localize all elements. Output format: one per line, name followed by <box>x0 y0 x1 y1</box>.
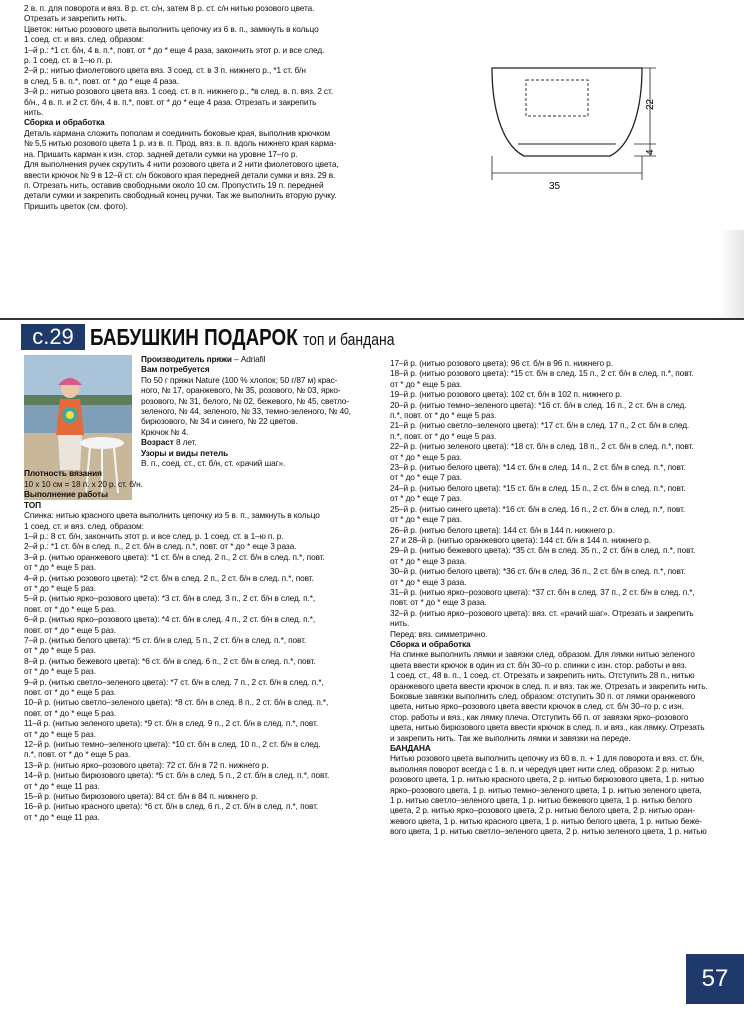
left-text-line: В. п., соед. ст., ст. б/н, ст. «рачий шаг». <box>141 458 286 469</box>
right-text-line: 22–й р. (нитью зеленого цвета): *18 ст. б/н в след. 18 п., 2 ст. б/н в след. п.*, повт. <box>390 441 694 452</box>
top-text-line: детали сумки и закрепить свободный конец ручки. Так же выполнить вторую ручку. <box>24 190 337 201</box>
left-text-line: 15–й р. (нитью бирюзового цвета): 84 ст. б/н в 84 п. нижнего р. <box>24 791 258 802</box>
page-number: 57 <box>686 954 744 1004</box>
right-text-line: Сборка и обработка <box>390 638 471 649</box>
top-text-line: Для выполнения ручек скрутить 4 нити розового цвета и 2 нити фиолетового цвета, <box>24 159 339 170</box>
left-text-line: 14–й р. (нитью бирюзового цвета): *5 ст. б/н в след. 5 п., 2 ст. б/н в след. п.*, повт. <box>24 770 330 781</box>
right-text-line: 24–й р. (нитью белого цвета): *15 ст. б/н в след. 15 п., 2 ст. б/н в след. п.*, повт. <box>390 482 686 493</box>
left-text-line: от * до * еще 5 раз. <box>24 582 96 593</box>
top-text-line: 2 в. п. для поворота и вяз. 8 р. ст. с/н, затем 8 р. ст. с/н нитью розового цвета. <box>24 3 315 13</box>
right-text-line: 23–й р. (нитью белого цвета): *14 ст. б/н в след. 14 п., 2 ст. б/н в след. п.*, повт. <box>390 462 686 473</box>
left-text-line: повт. от * до * еще 5 раз. <box>24 603 117 614</box>
dim-bottom-label: 4 <box>645 149 656 155</box>
left-text-line: Узоры и виды петель <box>141 447 229 458</box>
right-text-line: 1 соед. ст., 48 в. п., 1 соед. ст. Отрезать и закрепить нить. Отступить 28 п., нитью <box>390 670 695 681</box>
top-text-line: Деталь кармана сложить пополам и соединить боковые края, выполнив крючком <box>24 127 331 138</box>
top-text-line: 1 соед. ст. и вяз. след. образом: <box>24 34 144 45</box>
top-text-line: в след. 5 в. п.*, повт. от * до * еще 4 раза. <box>24 75 179 86</box>
right-text-line: 30–й р. (нитью белого цвета): *36 ст. б/н в след. 36 п., 2 ст. б/н в след. п.*, повт. <box>390 566 686 577</box>
left-text-line: По 50 г пряжи Nature (100 % хлопок; 50 г/87 м) крас- <box>141 374 338 385</box>
right-text-line: розового цвета, 1 р. нитью красного цвета, 2 р. нитью бирюзового цвета, 1 р. нитью <box>390 774 704 785</box>
right-text-line: жевого цвета, 1 р. нитью красного цвета, 1 р. нитью белого цвета, 1 р. нитью беже- <box>390 815 703 826</box>
right-text-line: п.*, повт. от * до * еще 5 раз. <box>390 410 497 421</box>
left-text-line: 10–й р. (нитью светло–зеленого цвета): *8 ст. б/н в след. 8 п., 2 ст. б/н в след. п.*, <box>24 697 329 708</box>
left-column-text <box>24 354 384 822</box>
title-subtitle: топ и бандана <box>302 330 395 349</box>
left-text-line: розового, № 31, белого, № 02, бежевого, № 45, светло- <box>141 395 349 406</box>
left-text-line: 13–й р. (нитью ярко–розового цвета): 72 ст. б/н в 72 п. нижнего р. <box>24 759 269 770</box>
top-text-line: на. Пришить карман к изн. стор. задней детали сумки на уровне 17–го р. <box>24 148 298 159</box>
left-text-line: Выполнение работы <box>24 489 108 500</box>
left-text-line: от * до * еще 5 раз. <box>24 666 96 677</box>
left-text-line: от * до * еще 11 раз. <box>24 780 100 791</box>
left-text-line: 4–й р. (нитью розового цвета): *2 ст. б/н в след. 2 п., 2 ст. б/н в след. п.*, повт. <box>24 572 314 583</box>
left-text-line: от * до * еще 5 раз. <box>24 645 96 656</box>
right-text-line: Нитью розового цвета выполнить цепочку из 60 в. п. + 1 для поворота и вяз. ст. б/н, <box>390 753 705 764</box>
left-text-line: 1 соед. ст. и вяз. след. образом: <box>24 520 144 531</box>
right-text-line: цвета, 2 р. нитью ярко–розового цвета, 2 р. нитью белого цвета, 2 р. нитью оран- <box>390 805 695 816</box>
right-text-line: цвета ввести крючок в один из ст. б/н 30–го р. спинки с изн. стор. работы и вяз. <box>390 659 687 670</box>
left-text-line: 8–й р. (нитью бежевого цвета): *6 ст. б/н в след. 6 п., 2 ст. б/н в след. п.*, повт. <box>24 655 316 666</box>
left-text-line: повт. от * до * еще 5 раз. <box>24 707 117 718</box>
top-text-line: б/н., 4 в. п. и 2 ст. б/н, 4 в. п.*, повт. от * до * еще 4 раза. Отрезать и закрепить <box>24 96 317 107</box>
left-text-line: Плотность вязания <box>24 468 102 479</box>
right-text-line: 20–й р. (нитью темно–зеленого цвета): *16 ст. б/н в след. 16 п., 2 ст. б/н в след. <box>390 399 687 410</box>
right-text-line: 25–й р. (нитью синего цвета): *16 ст. б/н в след. 16 п., 2 ст. б/н в след. п.*, повт. <box>390 503 686 514</box>
left-text-line: 11–й р. (нитью зеленого цвета): *9 ст. б/н в след. 9 п., 2 ст. б/н в след. п.*, повт. <box>24 718 318 729</box>
dim-height-label: 22 <box>645 98 656 110</box>
top-text-line: нить. <box>24 107 44 118</box>
right-text-line: Боковые завязки выполнить след. образом: отступить 30 п. от лямки оранжевого <box>390 691 696 701</box>
top-text-line: 2–й р.: нитью фиолетового цвета вяз. 3 соед. ст. в 3 п. нижнего р., *1 ст. б/н <box>24 65 306 76</box>
top-text-line: 3–й р.: нитью розового цвета вяз. 1 соед. ст. в п. нижнего р., *в след. в. п. вяз. 2 ст. <box>24 86 333 97</box>
left-text-line: 2–й р.: *1 ст. б/н в след. п., 2 ст. б/н в след. п.*, повт. от * до * еще 3 раза. <box>24 541 297 552</box>
top-text-line: Отрезать и закрепить нить. <box>24 13 127 24</box>
left-text-line: 1–й р.: 8 ст. б/н, закончить этот р. и все след. р. 1 соед. ст. в 1–ю п. р. <box>24 530 284 541</box>
left-text-line: Возраст 8 лет. <box>141 437 197 448</box>
right-text-line: от * до * еще 3 раза. <box>390 555 467 566</box>
right-text-line: п.*, повт. от * до * еще 5 раз. <box>390 430 497 441</box>
left-text-line: 12–й р. (нитью темно–зеленого цвета): *10 ст. б/н в след. 10 п., 2 ст. б/н в след. <box>24 739 321 750</box>
left-text-line: повт. от * до * еще 5 раз. <box>24 687 117 697</box>
right-text-line: от * до * еще 7 раз. <box>390 472 462 483</box>
right-text-line: и закрепить нить. Так же выполнить лямки и завязки на переде. <box>390 732 631 743</box>
right-text-line: от * до * еще 7 раз. <box>390 514 462 525</box>
bag-outline <box>492 68 642 156</box>
right-text-line: цвета, нитью бирюзового цвета ввести крючок в след. п. и вяз., как лямку. Отрезать <box>390 722 705 733</box>
right-text-line: 26–й р. (нитью белого цвета): 144 ст. б/н в 144 п. нижнего р. <box>390 524 615 535</box>
left-text-line: бирюзового, № 34 и синего, № 22 цветов. <box>141 416 298 427</box>
right-text-line: ярко–розового цвета, 1 р. нитью темно–зеленого цвета, 1 р. нитью зеленого цвета, <box>390 784 702 795</box>
right-text-line: оранжевого цвета ввести крючок в след. п. и вяз. так же. Отрезать и закрепить нить. <box>390 680 708 691</box>
right-text-line: 27 и 28–й р. (нитью оранжевого цвета): 144 ст. б/н в 144 п. нижнего р. <box>390 534 651 545</box>
scan-shadow <box>718 230 744 320</box>
top-text-line: Цветок: нитью розового цвета выполнить цепочку из 6 в. п., замкнуть в кольцо <box>24 23 319 34</box>
right-text-line: вого цвета, 1 р. нитью светло–зеленого цвета, 2 р. нитью зеленого цвета, 1 р. нитью <box>390 826 707 837</box>
title-name: БАБУШКИН ПОДАРОК <box>90 324 298 350</box>
right-text-line: повт. от * до * еще 3 раза. <box>390 597 487 608</box>
right-text-line: БАНДАНА <box>390 743 431 754</box>
pocket-rect <box>526 80 588 116</box>
left-text-line: от * до * еще 5 раз. <box>24 728 96 739</box>
top-text-line: № 5,5 нитью розового цвета 1 р. из в. п. Прод. вяз. в. п. вдоль нижнего края карма- <box>24 138 337 149</box>
right-text-line: 31–й р. (нитью ярко–розового цвета): *37 ст. б/н в след. 37 п., 2 ст. б/н в след. п.*, <box>390 586 695 597</box>
top-text-block <box>24 3 374 211</box>
top-text-line: Пришить цветок (см. фото). <box>24 200 128 211</box>
right-text-line: Перед: вяз. симметрично. <box>390 628 488 639</box>
right-text-line: 19–й р. (нитью розового цвета): 102 ст. б/н в 102 п. нижнего р. <box>390 389 622 400</box>
right-text-line: 1 р. нитью светло–зеленого цвета, 1 р. нитью бежевого цвета, 1 р. нитью белого <box>390 795 692 806</box>
left-text-line: 7–й р. (нитью белого цвета): *5 ст. б/н в след. 5 п., 2 ст. б/н в след. п.*, повт. <box>24 634 307 645</box>
left-text-line: 6–й р. (нитью ярко–розового цвета): *4 ст. б/н в след. 4 п., 2 ст. б/н в след. п.*, <box>24 614 316 625</box>
left-text-line: ТОП <box>24 499 41 510</box>
left-text-line: п.*, повт. от * до * еще 5 раз. <box>24 749 131 760</box>
page-ref-badge: с.29 <box>21 324 85 350</box>
left-text-line: зеленого, № 44, зеленого, № 33, темно-зеленого, № 40, <box>141 406 351 417</box>
left-text-line: Вам потребуется <box>141 364 210 375</box>
left-text-line: от * до * еще 5 раз. <box>24 562 96 573</box>
right-text-line: 21–й р. (нитью светло–зеленого цвета): *17 ст. б/н в след. 17 п., 2 ст. б/н в след. <box>390 420 690 431</box>
top-text-line: р. 1 соед. ст. в 1–ю п. р. <box>24 55 113 66</box>
right-text-line: 29–й р. (нитью бежевого цвета): *35 ст. б/н в след. 35 п., 2 ст. б/н в след. п.*, повт. <box>390 545 696 556</box>
left-text-line: 10 х 10 см = 18 п. х 20 р. ст. б/н. <box>24 478 143 489</box>
article-title <box>90 322 394 355</box>
left-text-line: 3–й р. (нитью оранжевого цвета): *1 ст. б/н в след. 2 п., 2 ст. б/н в след. п.*, повт. <box>24 551 325 562</box>
right-text-line: нить. <box>390 618 410 629</box>
right-text-line: 32–й р. (нитью ярко–розового цвета): вяз. ст. «рачий шаг». Отрезать и закрепить <box>390 607 694 618</box>
left-text-line: 9–й р. (нитью светло–зеленого цвета): *7 ст. б/н в след. 7 п., 2 ст. б/н в след. п.*, <box>24 676 324 687</box>
top-text-line: Сборка и обработка <box>24 117 105 128</box>
right-text-line: стор. работы и вяз., как лямку плеча. Отступить 66 п. от завязки ярко–розового <box>390 711 689 722</box>
bag-pocket-diagram <box>470 58 670 208</box>
section-divider <box>0 318 744 320</box>
left-text-line: Спинка: нитью красного цвета выполнить цепочку из 5 в. п., замкнуть в кольцо <box>24 510 320 521</box>
left-text-line: от * до * еще 11 раз. <box>24 811 100 822</box>
top-text-line: ввести крючок № 9 в 12–й ст. с/н бокового края передней детали сумки и вяз. 29 в. <box>24 169 336 180</box>
right-text-line: На спинке выполнить лямки и завязки след. образом. Для лямки нитью зеленого <box>390 649 695 660</box>
left-text-line: 5–й р. (нитью ярко–розового цвета): *3 ст. б/н в след. 3 п., 2 ст. б/н в след. п.*, <box>24 593 316 604</box>
right-text-line: от * до * еще 5 раз. <box>390 451 462 462</box>
right-text-line: выполняя поворот всегда с 1 в. п. и чередуя цвет нити след. образом: 2 р. нитью <box>390 763 695 774</box>
right-text-line: от * до * еще 7 раз. <box>390 493 462 504</box>
right-column-text <box>390 358 738 837</box>
right-text-line: 17–й р. (нитью розового цвета): 96 ст. б/н в 96 п. нижнего р. <box>390 358 613 368</box>
right-text-line: 18–й р. (нитью розового цвета): *15 ст. б/н в след. 15 п., 2 ст. б/н в след. п.*, повт. <box>390 368 694 379</box>
dim-width-label: 35 <box>549 181 561 192</box>
right-text-line: цвета, нитью ярко–розового цвета ввести крючок в след. ст. б/н 30–го р. с изн. <box>390 701 684 712</box>
right-text-line: от * до * еще 5 раз. <box>390 378 462 389</box>
left-text-line: Производитель пряжи – Adriafil <box>141 354 266 364</box>
right-text-line: от * до * еще 3 раза. <box>390 576 467 587</box>
left-text-line: повт. от * до * еще 5 раз. <box>24 624 117 635</box>
top-text-line: п. Отрезать нить, оставив свободными около 10 см. Пропустить 19 п. передней <box>24 179 324 190</box>
top-text-line: 1–й р.: *1 ст. б/н, 4 в. п.*, повт. от * до * еще 4 раза, закончить этот р. и все след. <box>24 44 325 55</box>
left-text-line: ного, № 17, оранжевого, № 35, розового, № 03, ярко- <box>141 385 341 396</box>
left-text-line: Крючок № 4. <box>141 426 189 437</box>
left-text-line: 16–й р. (нитью красного цвета): *6 ст. б/н в след. 6 п., 2 ст. б/н в след. п.*, повт. <box>24 801 319 812</box>
